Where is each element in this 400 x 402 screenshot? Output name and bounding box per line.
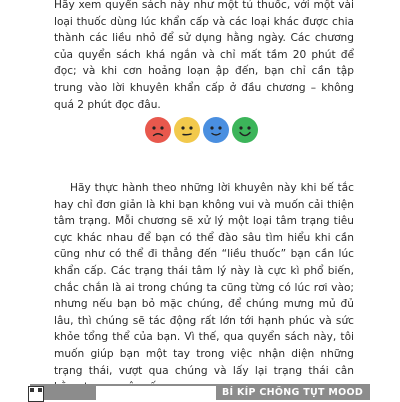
paragraph-2-text: Hãy thực hành theo những lời khuyên này khi bế tắc hay chỉ đơn giản là khi bạn không vui và muốn cải thiện tâm trạng. Mỗi chương sẽ xử lý một loại tâm trạng tiêu cực khác nhau để bạn có thể đào sâu tìm hiểu khi cần cũng như có thể đi thẳng đến “liều thuốc” bạn cần lúc khẩn cấp. Các trạng thái tâm lý này là cực kì phổ biến, chắc chắn là ai trong chúng ta cũng từng có lúc rơi vào; nhưng nếu bạn bỏ mặc chúng, để chúng mưng mủ đủ lâu, thì chúng sẽ tác động rất lớn tới hạnh phúc và sức khỏe tổng thể của bạn. Vì thế, qua quyển sách này, tôi muốn giúp bạn một tay trong việc nhận diện những trạng thái, vượt qua chúng và lấy lại trạng thái cân — [54, 182, 354, 377]
footer-white-panel — [96, 386, 216, 400]
neutral-face-icon — [174, 117, 200, 143]
footer-book-title: BÍ KÍP CHỐNG TỤT MOOD — [222, 387, 364, 398]
mood-faces — [145, 117, 258, 143]
paragraph-2 — [54, 180, 354, 396]
sad-face-icon — [145, 117, 171, 143]
happy-face-icon — [232, 117, 258, 143]
paragraph-1-text: Hãy xem quyển sách này như một tủ thuốc, với một vài loại thuốc dùng lúc khẩn cấp và các loại khác được chia thành các liều nhỏ để sử dụng hằng ngày. Các chương của quyển sách khá ngắn và chỉ mất tầm 20 phút để đọc; và khi cơn hoảng loạn ập đến, bạn chỉ cần tập trung vào lời khuyên khẩn cấp ở đầu chương – không quá 2 phút đọc đâu. — [54, 0, 354, 111]
paragraph-1 — [54, 0, 354, 113]
content-face-icon — [203, 117, 229, 143]
